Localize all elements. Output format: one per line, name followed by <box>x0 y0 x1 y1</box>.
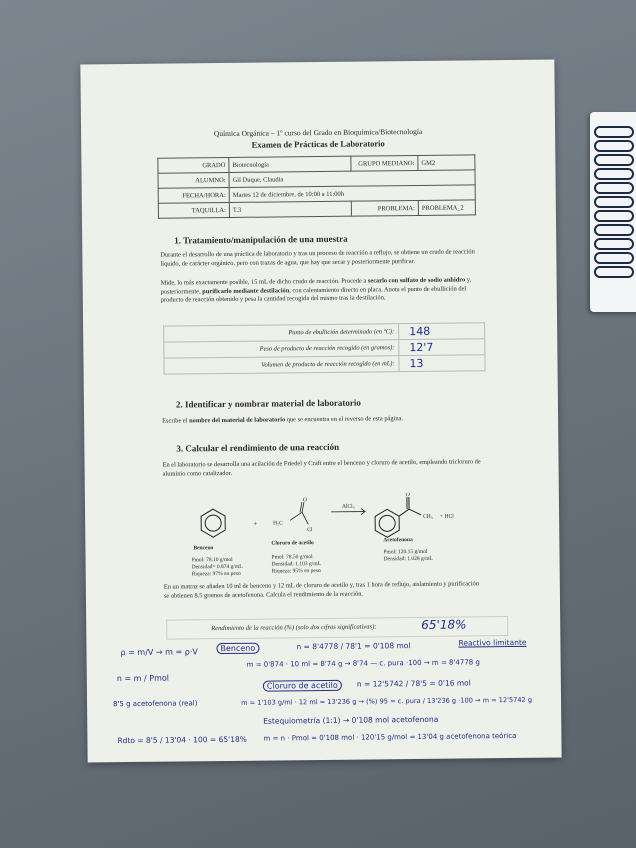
benzene-moles: n = 8'4778 / 78'1 = 0'108 mol <box>296 641 411 652</box>
notebook-coil <box>594 126 634 138</box>
oxygen-label: O <box>302 497 307 504</box>
benzene-props: Pmol: 78.10 g/mol Densidad= 0.874 g/mL Riqueza: 97% en peso <box>191 556 243 578</box>
notebook-coil <box>594 266 634 278</box>
measurement-table <box>163 322 485 374</box>
density-formula: ρ = m/V → m = ρ·V <box>120 647 198 658</box>
section-1-paragraph-1: Durante el desarrollo de una práctica de laboratorio y tras un proceso de reacción a reflujo, se obtiene un crudo de reacción líquido, de carácter orgánico, pero con trazas de agua, que hay que secar y posteriormente purificar. <box>160 248 475 268</box>
notebook-coil <box>594 196 634 208</box>
grupo-label: GRUPO MEDIANO: <box>351 155 418 171</box>
alumno-value: Gil Duque, Claudia <box>229 170 475 188</box>
grado-label: GRADO <box>158 157 229 173</box>
acetophenone-name: Acetofenona <box>383 537 413 544</box>
exam-title: Examen de Prácticas de Laboratorio <box>251 138 385 150</box>
exam-sheet <box>80 60 561 763</box>
benzene-mass-calc: m = 0'874 · 10 ml = 8'74 g → 8'74 — c. pura ·100 → m = 8'4778 g <box>246 658 480 669</box>
chlorine-label: Cl <box>307 527 313 534</box>
real-mass-note: 8'5 g acetofenona (real) <box>113 699 198 709</box>
yield-answer-box <box>166 616 508 640</box>
yield-value: 65'18% <box>421 617 467 632</box>
taquilla-value: T.3 <box>229 201 351 217</box>
boiling-point-label: Punto de ebullición determinado (en ºC): <box>164 324 399 342</box>
grado-value: Biotecnología <box>229 156 351 172</box>
limiting-reagent-note: Reactivo limitante <box>458 637 527 648</box>
weight-value: 12'7 <box>399 339 485 356</box>
student-info-table <box>157 154 476 218</box>
benzene-name: Benceno <box>193 545 214 552</box>
section-3-paragraph-1: En el laboratorio se desarrolla una acilación de Friedel y Craft entre el benceno y cloruro de acetilo, empleando tricloruro de aluminio como catalizador. <box>162 458 481 478</box>
notebook-coil <box>594 210 634 222</box>
section-2-paragraph: Escribe el nombre del material de laboratorio que se encuentra en el reverso de esta página. <box>162 415 404 425</box>
taquilla-label: TAQUILLA: <box>158 202 229 218</box>
notebook-coil <box>594 154 634 166</box>
notebook-coil <box>594 224 634 236</box>
stoichiometry-note: Estequiometría (1:1) → 0'108 mol acetofenona <box>263 714 439 726</box>
acetyl-chloride-moles: n = 12'5742 / 78'5 = 0'16 mol <box>356 678 471 689</box>
yield-label: Rendimiento de la reacción (%) (solo dos cifras significativas): <box>211 623 377 633</box>
volume-value: 13 <box>399 355 485 372</box>
notebook-coil <box>594 168 634 180</box>
theoretical-mass-calc: m = n · Pmol = 0'108 mol · 120'15 g/mol = 13'04 g acetofenona teórica <box>263 731 517 743</box>
weight-label: Peso de producto de reacción recogido (en gramos): <box>164 340 399 358</box>
acetyl-chloride-name: Cloruro de acetilo <box>271 540 314 547</box>
notebook-coil <box>594 252 634 264</box>
section-1-paragraph-2: Mide, lo más exactamente posible, 15 mL de dicho crudo de reacción. Procede a secarlo con sulfato de sodio anhidro y, posteriormente, purificarlo mediante destilación, con calentamiento directo en placa. Anota el punto de ebullición del producto de reacción obtenido y pesa la cantidad recogida del mismo tras la destilación. <box>160 276 472 304</box>
benzene-structure <box>201 509 225 537</box>
benzene-heading: Benceno <box>216 643 259 654</box>
acetophenone-props: Pmol: 120.15 g/mol Densidad: 1.028 g/mL <box>383 548 433 563</box>
ch3-label: CH₃ <box>423 513 433 520</box>
section-3-paragraph-2: En un matraz se añaden 10 ml de benceno y 12 mL de cloruro de acetilo y, tras 1 hora de reflujo, aislamiento y purificación se obtienen 8.5 gramos de acetofenona. Calcula el rendimiento de la reacción. <box>163 580 480 600</box>
acetyl-chloride-mass-calc: m = 1'103 g/ml · 12 ml = 13'236 g → (%) 95 = c. pura / 13'236 g ·100 → m = 12'5742 g <box>241 695 533 707</box>
course-title: Química Orgánica – 1º curso del Grado en Bioquímica/Biotecnología <box>213 126 423 139</box>
section-3-title: 3. Calcular el rendimiento de una reacción <box>176 441 340 454</box>
plus-sign: + <box>253 519 258 528</box>
fecha-label: FECHA/HORA: <box>158 187 229 203</box>
fecha-value: Martes 12 de diciembre, de 10:00 a 11:00h <box>229 185 475 203</box>
notebook-coil <box>594 182 634 194</box>
section-1-title: 1. Tratamiento/manipulación de una muestra <box>174 233 348 246</box>
notebook-coil <box>594 238 634 250</box>
moles-formula: n = m / Pmol <box>116 673 170 684</box>
acetophenone-structure <box>375 497 421 537</box>
acetyl-chloride-heading: Cloruro de acetilo <box>263 680 342 692</box>
reaction-scheme <box>185 492 476 555</box>
acetyl-chloride-props: Pmol: 78.50 g/mol Densidad: 1.103 g/mL Riqueza: 95% en peso <box>271 554 321 575</box>
oxygen-label: O <box>405 492 410 499</box>
volume-label: Volumen de producto de reacción recogido (en mL): <box>164 356 399 374</box>
section-2-title: 2. Identificar y nombrar material de laboratorio <box>175 397 361 410</box>
grupo-value: GM2 <box>418 155 475 171</box>
alumno-label: ALUMNO: <box>158 172 229 188</box>
yield-calculation: Rdto = 8'5 / 13'04 · 100 = 65'18% <box>117 734 247 746</box>
problema-label: PROBLEMA: <box>351 200 418 216</box>
notebook-coil <box>594 140 634 152</box>
boiling-point-value: 148 <box>399 323 485 340</box>
problema-value: PROBLEMA_2 <box>418 200 475 216</box>
table-row <box>164 355 485 374</box>
catalyst-label: AlCl₃ <box>341 503 355 510</box>
acetyl-chloride-structure <box>290 502 308 524</box>
h3c-label: H₃C <box>273 520 283 527</box>
hcl-label: + HCl <box>440 513 454 520</box>
